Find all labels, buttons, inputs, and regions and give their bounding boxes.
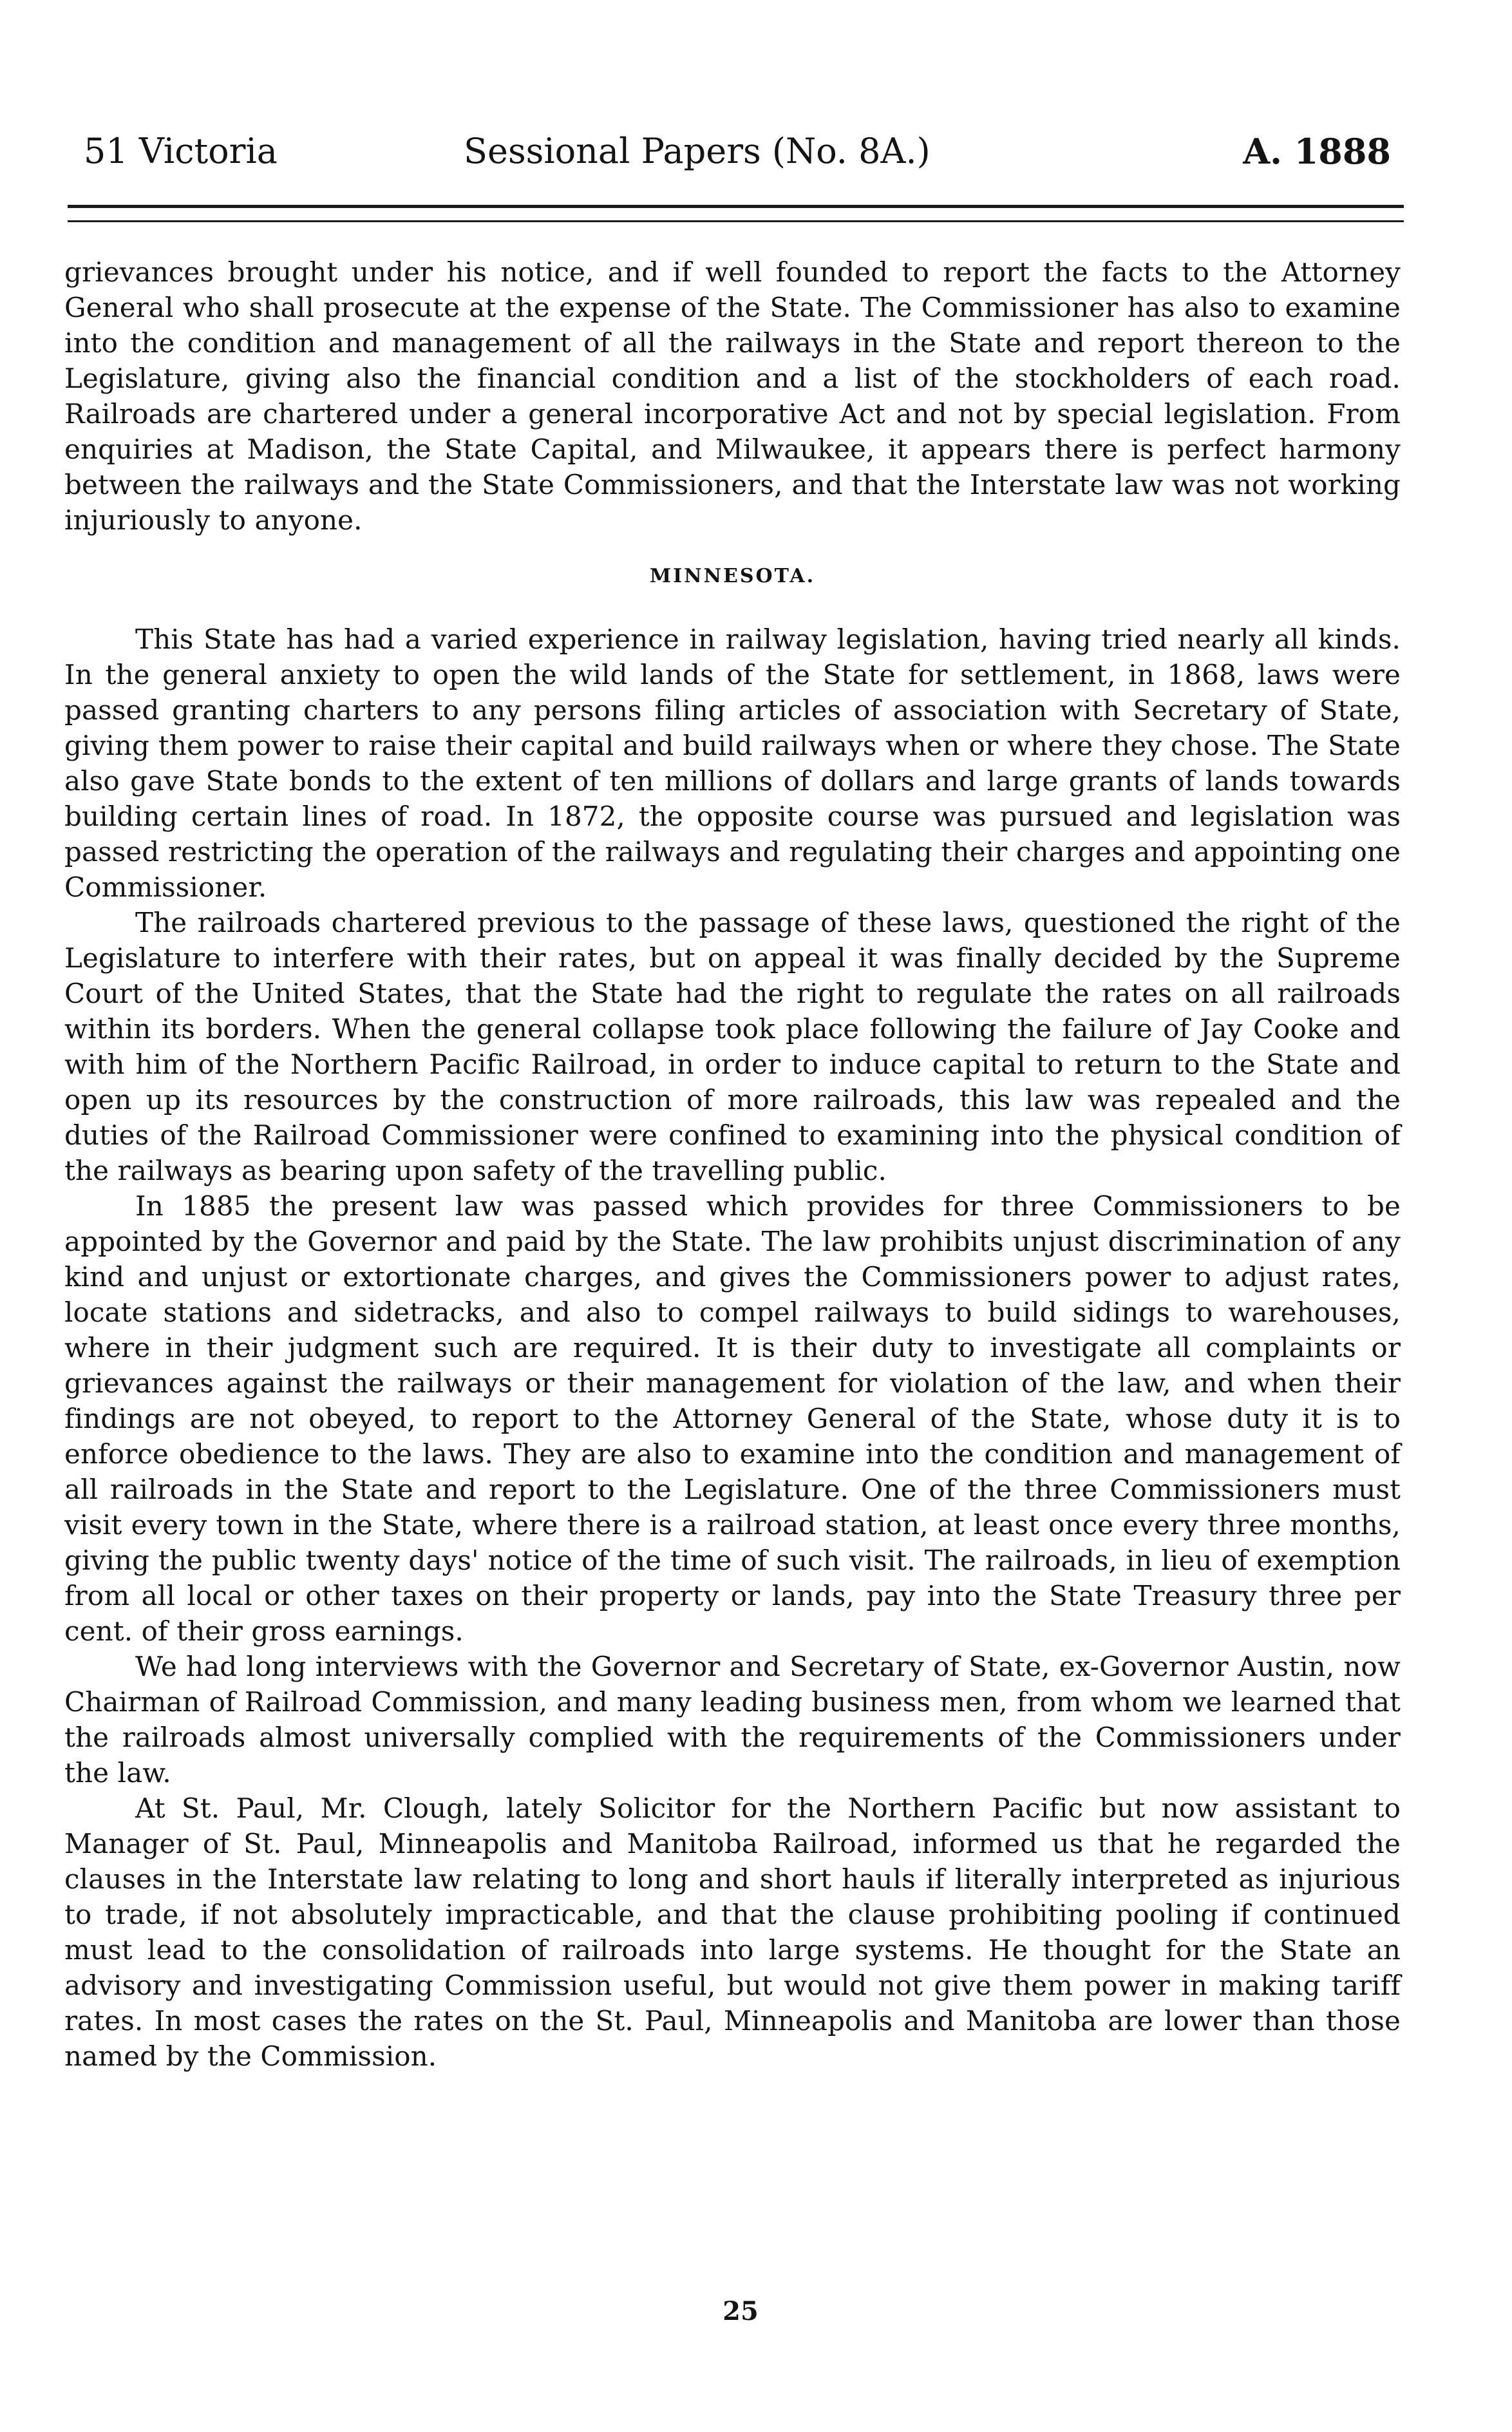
header-year: A. 1888 [1243,131,1391,172]
body-text [64,254,1401,2074]
paragraph-continued: grievances brought under his notice, and if well founded to report the facts to the Attorney General who shall prosecute at the expense of the State. The Commissioner has also to examine into the condition and management of all the railways in the State and report thereon to the Legislature, giving also the financial condition and a list of the stockholders of each road. Railroads are chartered under a general incorporative Act and not by special legislation. From enquiries at Madison, the State Capital, and Milwaukee, it appears there is perfect harmony between the railways and the State Commissioners, and that the Interstate law was not working injuriously to anyone. [64,256,1401,536]
header-title: Sessional Papers (No. 8A.) [464,131,931,171]
page-number: 25 [723,2296,759,2326]
header-rule-thin [68,220,1404,222]
section-heading: MINNESOTA. [649,565,816,587]
paragraph: The railroads chartered previous to the passage of these laws, questioned the right of the Legislature to interfere with their rates, but on appeal it was finally decided by the Supreme Court of the United States, that the State had the right to regulate the rates on all railroads within its borders. When the general collapse took place following the failure of Jay Cooke and with him of the Northern Pacific Railroad, in order to induce capital to return to the State and open up its resources by the construction of more railroads, this law was repealed and the duties of the Railroad Commissioner were confined to examining into the physical condition of the railways as bearing upon safety of the travelling public. [64,907,1401,1186]
header-volume: 51 Victoria [84,131,278,171]
paragraph: This State has had a varied experience in railway legislation, having tried nearly all kinds. In the general anxiety to open the wild lands of the State for settlement, in 1868, laws were passed granting charters to any persons filing articles of association with Secretary of State, giving them power to raise their capital and build railways when or where they chose. The State also gave State bonds to the extent of ten millions of dollars and large grants of lands towards building certain lines of road. In 1872, the opposite course was pursued and legislation was passed restricting the operation of the railways and regulating their charges and appointing one Commissioner. [64,623,1401,903]
header-rule-thick [68,205,1404,208]
paragraph: At St. Paul, Mr. Clough, lately Solicitor for the Northern Pacific but now assistant to Manager of St. Paul, Minneapolis and Manitoba Railroad, informed us that he regarded the clauses in the Interstate law relating to long and short hauls if literally interpreted as injurious to trade, if not absolutely impracticable, and that the clause prohibiting pooling if continued must lead to the consolidation of railroads into large systems. He thought for the State an advisory and investigating Commission useful, but would not give them power in making tariff rates. In most cases the rates on the St. Paul, Minneapolis and Manitoba are lower than those named by the Commission. [64,1792,1401,2072]
paragraph: We had long interviews with the Governor and Secretary of State, ex-Governor Austin, now Chairman of Railroad Commission, and many leading business men, from whom we learned that the railroads almost universally complied with the requirements of the Commissioners under the law. [64,1651,1401,1789]
paragraph: In 1885 the present law was passed which provides for three Commissioners to be appointed by the Governor and paid by the State. The law prohibits unjust discrimination of any kind and unjust or extortionate charges, and gives the Commissioners power to adjust rates, locate stations and sidetracks, and also to compel railways to build sidings to warehouses, where in their judgment such are required. It is their duty to investigate all complaints or grievances against the railways or their management for violation of the law, and when their findings are not obeyed, to report to the Attorney General of the State, whose duty it is to enforce obedience to the laws. They are also to examine into the condition and management of all railroads in the State and report to the Legislature. One of the three Commissioners must visit every town in the State, where there is a railroad station, at least once every three months, giving the public twenty days' notice of the time of such visit. The railroads, in lieu of exemption from all local or other taxes on their property or lands, pay into the State Treasury three per cent. of their gross earnings. [64,1190,1401,1647]
running-header [84,116,1391,187]
